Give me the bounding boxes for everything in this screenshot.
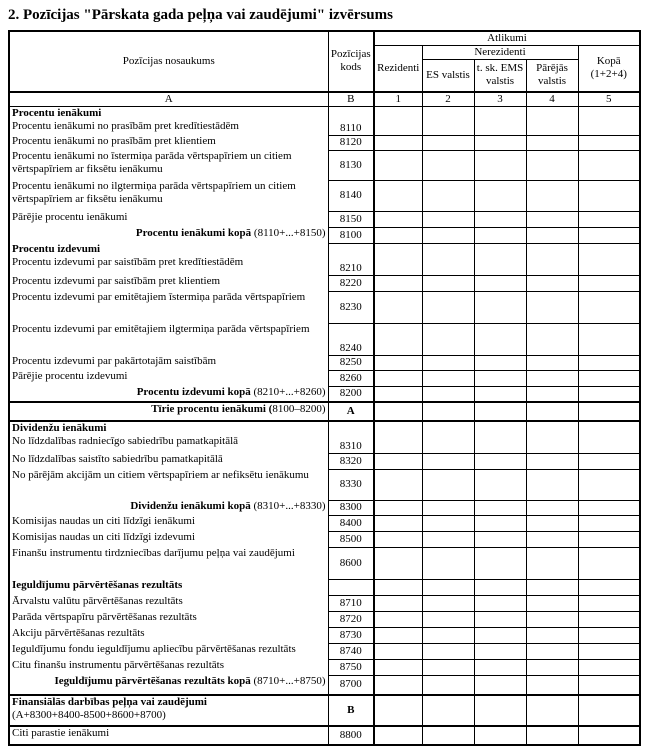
value-cell[interactable] <box>474 421 526 453</box>
value-cell[interactable] <box>474 695 526 726</box>
item-label: Komisijas naudas un citi līdzīgi izdevumi <box>12 531 195 543</box>
value-cell[interactable] <box>422 595 474 611</box>
table-row <box>9 500 640 515</box>
item-label: Ārvalstu valūtu pārvērtēšanas rezultāts <box>12 595 183 607</box>
table-row <box>9 180 640 211</box>
value-cell[interactable] <box>374 150 422 180</box>
position-code <box>328 579 374 595</box>
section-header: Procentu izdevumi <box>12 243 101 255</box>
position-name <box>9 355 328 370</box>
value-cell[interactable] <box>578 453 640 469</box>
table-row <box>9 469 640 500</box>
table-row <box>9 675 640 695</box>
item-label: Pārējie procentu ienākumi <box>12 211 128 223</box>
value-cell[interactable] <box>474 627 526 643</box>
position-name <box>9 695 328 726</box>
table-row <box>9 595 640 611</box>
table-row <box>9 227 640 243</box>
position-code: 8310 <box>328 421 374 453</box>
value-cell[interactable] <box>474 547 526 579</box>
col-header-parejas: Pārējās valstis <box>526 60 578 92</box>
value-cell[interactable] <box>578 150 640 180</box>
position-name <box>9 611 328 627</box>
position-name <box>9 386 328 402</box>
value-cell[interactable] <box>526 595 578 611</box>
value-cell[interactable] <box>474 355 526 370</box>
position-code: 8710 <box>328 595 374 611</box>
position-name <box>9 500 328 515</box>
table-row <box>9 211 640 227</box>
value-cell[interactable] <box>526 275 578 291</box>
table-row <box>9 531 640 547</box>
position-code: 8100 <box>328 227 374 243</box>
col-header-rezidenti: Rezidenti <box>374 46 422 92</box>
item-label: Ieguldījumu fondu ieguldījumu apliecību pārvērtēšanas rezultāts <box>12 643 296 655</box>
value-cell[interactable] <box>374 211 422 227</box>
value-cell[interactable] <box>578 500 640 515</box>
value-cell[interactable] <box>578 643 640 659</box>
position-code: 8700 <box>328 675 374 695</box>
value-cell[interactable] <box>474 643 526 659</box>
value-cell[interactable] <box>578 469 640 500</box>
value-cell[interactable] <box>578 726 640 745</box>
value-cell[interactable] <box>422 675 474 695</box>
position-code: 8260 <box>328 370 374 386</box>
position-code: 8330 <box>328 469 374 500</box>
value-cell[interactable] <box>422 659 474 675</box>
value-cell[interactable] <box>578 675 640 695</box>
value-cell[interactable] <box>474 370 526 386</box>
position-name <box>9 643 328 659</box>
column-letter: 3 <box>474 92 526 107</box>
table-row <box>9 243 640 275</box>
table-row <box>9 135 640 150</box>
col-header-atlikumi: Atlikumi <box>374 31 640 46</box>
value-cell[interactable] <box>526 579 578 595</box>
position-code: 8200 <box>328 386 374 402</box>
table-row <box>9 515 640 531</box>
value-cell[interactable] <box>374 579 422 595</box>
value-cell[interactable] <box>422 291 474 323</box>
value-cell[interactable] <box>526 150 578 180</box>
value-cell[interactable] <box>474 453 526 469</box>
table-row <box>9 370 640 386</box>
item-label: Citi parastie ienākumi <box>12 727 110 739</box>
value-cell[interactable] <box>374 500 422 515</box>
position-code: 8320 <box>328 453 374 469</box>
value-cell[interactable] <box>374 627 422 643</box>
value-cell[interactable] <box>526 675 578 695</box>
value-cell[interactable] <box>422 211 474 227</box>
value-cell[interactable] <box>578 515 640 531</box>
value-cell[interactable] <box>422 579 474 595</box>
value-cell[interactable] <box>374 402 422 421</box>
value-cell[interactable] <box>526 421 578 453</box>
value-cell[interactable] <box>526 695 578 726</box>
position-name <box>9 579 328 595</box>
value-cell[interactable] <box>422 421 474 453</box>
col-header-kopa: Kopā (1+2+4) <box>578 46 640 92</box>
value-cell[interactable] <box>422 726 474 745</box>
table-row <box>9 106 640 135</box>
value-cell[interactable] <box>526 611 578 627</box>
position-name <box>9 531 328 547</box>
value-cell[interactable] <box>374 355 422 370</box>
value-cell[interactable] <box>526 500 578 515</box>
item-label: Procentu izdevumi par pakārtotajām saistībām <box>12 355 217 367</box>
position-code: 8800 <box>328 726 374 745</box>
value-cell[interactable] <box>474 579 526 595</box>
table-row <box>9 323 640 355</box>
value-cell[interactable] <box>578 291 640 323</box>
item-label: Pārējie procentu izdevumi <box>12 370 128 382</box>
table-row <box>9 402 640 421</box>
position-code: 8220 <box>328 275 374 291</box>
value-cell[interactable] <box>422 643 474 659</box>
position-name <box>9 515 328 531</box>
position-name <box>9 469 328 500</box>
table-row <box>9 726 640 745</box>
value-cell[interactable] <box>422 150 474 180</box>
value-cell[interactable] <box>374 643 422 659</box>
value-cell[interactable] <box>474 469 526 500</box>
col-header-name: Pozīcijas nosaukums <box>9 31 328 92</box>
total-label: Ieguldījumu pārvērtēšanas rezultāts kopā <box>54 675 251 687</box>
value-cell[interactable] <box>374 180 422 211</box>
section-header: Finansiālās darbības peļņa vai zaudējumi <box>12 696 207 708</box>
value-cell[interactable] <box>578 106 640 135</box>
item-label: No līdzdalības radniecīgo sabiedrību pamatkapitālā <box>12 435 239 447</box>
value-cell[interactable] <box>578 595 640 611</box>
value-cell[interactable] <box>578 135 640 150</box>
value-cell[interactable] <box>474 275 526 291</box>
total-formula: (8110+...+8150) <box>251 227 326 239</box>
table-row <box>9 695 640 726</box>
col-header-code: Pozīcijas kods <box>328 31 374 92</box>
table-row <box>9 643 640 659</box>
value-cell[interactable] <box>374 611 422 627</box>
value-cell[interactable] <box>578 659 640 675</box>
value-cell[interactable] <box>578 547 640 579</box>
item-label: Parāda vērtspapīru pārvērtēšanas rezultāts <box>12 611 197 623</box>
total-formula: 8100–8200) <box>272 403 326 415</box>
section-header: Dividenžu ienākumi <box>12 422 107 434</box>
item-label: Procentu ienākumi no prasībām pret kredītiestādēm <box>12 119 239 132</box>
total-label: Procentu izdevumi kopā <box>136 386 251 398</box>
position-code: 8110 <box>328 106 374 135</box>
value-cell[interactable] <box>422 695 474 726</box>
position-code: 8140 <box>328 180 374 211</box>
value-cell[interactable] <box>526 227 578 243</box>
value-cell[interactable] <box>578 531 640 547</box>
value-cell[interactable] <box>374 695 422 726</box>
position-code: 8740 <box>328 643 374 659</box>
value-cell[interactable] <box>422 227 474 243</box>
position-name <box>9 595 328 611</box>
position-name <box>9 275 328 291</box>
item-label: Finanšu instrumentu tirdzniecības darījumu peļņa vai zaudējumi <box>12 547 295 559</box>
column-letter: 4 <box>526 92 578 107</box>
value-cell[interactable] <box>422 402 474 421</box>
value-cell[interactable] <box>374 595 422 611</box>
value-cell[interactable] <box>374 531 422 547</box>
value-cell[interactable] <box>474 386 526 402</box>
value-cell[interactable] <box>374 135 422 150</box>
value-cell[interactable] <box>474 726 526 745</box>
total-formula: (8210+...+8260) <box>250 386 326 398</box>
item-label: Procentu izdevumi par emitētajiem īstermiņa parāda vērtspapīriem <box>12 291 306 303</box>
value-cell[interactable] <box>422 547 474 579</box>
position-code: B <box>328 695 374 726</box>
value-cell[interactable] <box>474 243 526 275</box>
column-letter: 5 <box>578 92 640 107</box>
table-row <box>9 547 640 579</box>
value-cell[interactable] <box>578 579 640 595</box>
item-label: No pārējām akcijām un citiem vērtspapīriem ar nefiksētu ienākumu <box>12 469 309 481</box>
item-label: Procentu ienākumi no īstermiņa parāda vērtspapīriem un citiem vērtspapīriem ar fiksētu ienākumu <box>12 150 292 175</box>
position-code: 8500 <box>328 531 374 547</box>
value-cell[interactable] <box>422 386 474 402</box>
value-cell[interactable] <box>474 402 526 421</box>
position-name <box>9 227 328 243</box>
value-cell[interactable] <box>526 180 578 211</box>
position-name <box>9 323 328 355</box>
value-cell[interactable] <box>526 386 578 402</box>
value-cell[interactable] <box>526 531 578 547</box>
value-cell[interactable] <box>474 180 526 211</box>
table-row <box>9 291 640 323</box>
value-cell[interactable] <box>526 323 578 355</box>
value-cell[interactable] <box>374 515 422 531</box>
section-header: Procentu ienākumi <box>12 106 102 119</box>
position-code: A <box>328 402 374 421</box>
position-name <box>9 150 328 180</box>
position-name <box>9 402 328 421</box>
value-cell[interactable] <box>422 106 474 135</box>
position-code: 8250 <box>328 355 374 370</box>
value-cell[interactable] <box>422 627 474 643</box>
value-cell[interactable] <box>374 547 422 579</box>
value-cell[interactable] <box>578 370 640 386</box>
total-label: Procentu ienākumi kopā <box>135 227 252 239</box>
value-cell[interactable] <box>422 469 474 500</box>
position-code: 8750 <box>328 659 374 675</box>
value-cell[interactable] <box>422 135 474 150</box>
total-label: Ieguldījumu pārvērtēšanas rezultāts <box>12 579 183 591</box>
total-formula: (8710+...+8750) <box>250 675 326 687</box>
position-code: 8730 <box>328 627 374 643</box>
total-label: Dividenžu ienākumi kopā <box>130 500 251 512</box>
position-name <box>9 180 328 211</box>
total-formula: (8310+...+8330) <box>250 500 326 512</box>
table-row <box>9 627 640 643</box>
value-cell[interactable] <box>578 355 640 370</box>
table-row <box>9 275 640 291</box>
value-cell[interactable] <box>374 386 422 402</box>
col-header-es: ES valstis <box>422 60 474 92</box>
value-cell[interactable] <box>422 370 474 386</box>
value-cell[interactable] <box>474 150 526 180</box>
position-code: 8600 <box>328 547 374 579</box>
value-cell[interactable] <box>578 227 640 243</box>
value-cell[interactable] <box>526 547 578 579</box>
position-name <box>9 370 328 386</box>
value-cell[interactable] <box>374 659 422 675</box>
value-cell[interactable] <box>474 211 526 227</box>
table-row <box>9 386 640 402</box>
value-cell[interactable] <box>526 469 578 500</box>
table-row <box>9 453 640 469</box>
value-cell[interactable] <box>374 726 422 745</box>
value-cell[interactable] <box>474 675 526 695</box>
value-cell[interactable] <box>422 243 474 275</box>
value-cell[interactable] <box>526 370 578 386</box>
value-cell[interactable] <box>578 180 640 211</box>
value-cell[interactable] <box>422 355 474 370</box>
value-cell[interactable] <box>526 659 578 675</box>
value-cell[interactable] <box>422 531 474 547</box>
position-code: 8240 <box>328 323 374 355</box>
value-cell[interactable] <box>374 453 422 469</box>
value-cell[interactable] <box>578 243 640 275</box>
value-cell[interactable] <box>474 106 526 135</box>
value-cell[interactable] <box>374 675 422 695</box>
value-cell[interactable] <box>374 106 422 135</box>
value-cell[interactable] <box>578 323 640 355</box>
profit-loss-table <box>8 30 641 746</box>
value-cell[interactable] <box>474 659 526 675</box>
position-name <box>9 547 328 579</box>
item-label: Procentu ienākumi no prasībām pret klientiem <box>12 135 216 147</box>
value-cell[interactable] <box>474 227 526 243</box>
item-label: Akciju pārvērtēšanas rezultāts <box>12 627 145 639</box>
item-label: Citu finanšu instrumentu pārvērtēšanas rezultāts <box>12 659 224 671</box>
value-cell[interactable] <box>526 515 578 531</box>
position-code: 8230 <box>328 291 374 323</box>
position-name <box>9 421 328 453</box>
item-label: Procentu izdevumi par saistībām pret kredītiestādēm <box>12 256 244 268</box>
value-cell[interactable] <box>422 453 474 469</box>
total-label: Tīrie procentu ienākumi ( <box>151 403 273 415</box>
position-name <box>9 106 328 135</box>
position-code: 8300 <box>328 500 374 515</box>
position-name <box>9 291 328 323</box>
position-code: 8120 <box>328 135 374 150</box>
position-name <box>9 627 328 643</box>
table-row <box>9 611 640 627</box>
column-letter: 2 <box>422 92 474 107</box>
position-name <box>9 726 328 745</box>
table-row <box>9 421 640 453</box>
value-cell[interactable] <box>578 695 640 726</box>
col-header-ems: t. sk. EMS valstis <box>474 60 526 92</box>
position-code: 8130 <box>328 150 374 180</box>
value-cell[interactable] <box>474 515 526 531</box>
value-cell[interactable] <box>526 726 578 745</box>
value-cell[interactable] <box>474 135 526 150</box>
value-cell[interactable] <box>422 323 474 355</box>
value-cell[interactable] <box>578 421 640 453</box>
page-title: 2. Pozīcijas "Pārskata gada peļņa vai zaudējumi" izvērsums <box>8 7 393 23</box>
value-cell[interactable] <box>578 386 640 402</box>
value-cell[interactable] <box>526 211 578 227</box>
column-letter: B <box>328 92 374 107</box>
value-cell[interactable] <box>374 370 422 386</box>
value-cell[interactable] <box>474 500 526 515</box>
value-cell[interactable] <box>374 469 422 500</box>
position-name <box>9 659 328 675</box>
value-cell[interactable] <box>526 135 578 150</box>
item-label: Procentu ienākumi no ilgtermiņa parāda vērtspapīriem un citiem vērtspapīriem ar fiksētu ienākumu <box>12 180 296 205</box>
table-row <box>9 150 640 180</box>
value-cell[interactable] <box>578 402 640 421</box>
value-cell[interactable] <box>374 243 422 275</box>
value-cell[interactable] <box>374 275 422 291</box>
position-code: 8150 <box>328 211 374 227</box>
column-letter: 1 <box>374 92 422 107</box>
value-cell[interactable] <box>374 291 422 323</box>
value-cell[interactable] <box>578 611 640 627</box>
value-cell[interactable] <box>374 323 422 355</box>
value-cell[interactable] <box>526 291 578 323</box>
value-cell[interactable] <box>526 243 578 275</box>
position-code: 8400 <box>328 515 374 531</box>
position-name <box>9 675 328 695</box>
table-row <box>9 659 640 675</box>
value-cell[interactable] <box>526 643 578 659</box>
item-label: Procentu izdevumi par saistībām pret klientiem <box>12 275 221 287</box>
value-cell[interactable] <box>578 627 640 643</box>
value-cell[interactable] <box>422 515 474 531</box>
position-name <box>9 453 328 469</box>
value-cell[interactable] <box>422 180 474 211</box>
position-name <box>9 211 328 227</box>
position-code: 8720 <box>328 611 374 627</box>
value-cell[interactable] <box>422 611 474 627</box>
position-code: 8210 <box>328 243 374 275</box>
value-cell[interactable] <box>578 211 640 227</box>
value-cell[interactable] <box>526 453 578 469</box>
value-cell[interactable] <box>578 275 640 291</box>
col-header-nerezidenti: Nerezidenti <box>422 46 578 60</box>
value-cell[interactable] <box>474 323 526 355</box>
position-name <box>9 243 328 275</box>
position-name <box>9 135 328 150</box>
value-cell[interactable] <box>526 627 578 643</box>
column-letter: A <box>9 92 328 107</box>
value-cell[interactable] <box>474 595 526 611</box>
item-label: No līdzdalības saistīto sabiedrību pamatkapitālā <box>12 453 223 465</box>
value-cell[interactable] <box>422 500 474 515</box>
item-label: Komisijas naudas un citi līdzīgi ienākumi <box>12 515 195 527</box>
item-label: Procentu izdevumi par emitētajiem ilgtermiņa parāda vērtspapīriem <box>12 323 310 335</box>
value-cell[interactable] <box>474 531 526 547</box>
table-row <box>9 579 640 595</box>
value-cell[interactable] <box>526 402 578 421</box>
value-cell[interactable] <box>374 227 422 243</box>
value-cell[interactable] <box>526 106 578 135</box>
value-cell[interactable] <box>526 355 578 370</box>
value-cell[interactable] <box>422 275 474 291</box>
value-cell[interactable] <box>374 421 422 453</box>
table-row <box>9 355 640 370</box>
value-cell[interactable] <box>474 291 526 323</box>
value-cell[interactable] <box>474 611 526 627</box>
item-label: (A+8300+8400-8500+8600+8700) <box>12 709 166 721</box>
